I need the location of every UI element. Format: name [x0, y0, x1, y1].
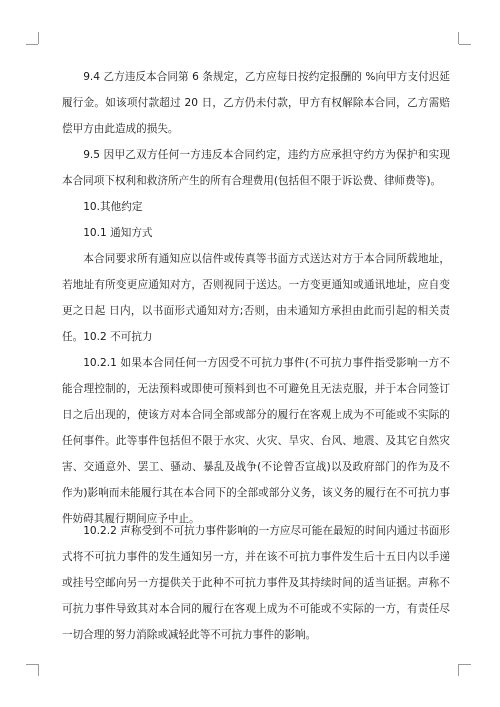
paragraph-10-2-1: 10.2.1 如果本合同任何一方因受不可抗力事件(不可抗力事件指受影响一方不能合理控制的，无法预料或即使可预料到也不可避免且无法克服，并于本合同签订日之后出现的，使该方对本合同全部或部分的履行在客观上成为不可能或不实际的任何事件。此等事件包括但不限于水灾、火灾、旱灾、台风、地震、及其它自然灾害、交通意外、罢工、骚动、暴乱及战争(不论曾否宣战)以及政府部门的作为及不作为)影响而未能履行其在本合同下的全部或部分义务，该义务的履行在不可抗力事件妨碍其履行期间应予中止。 [62, 357, 450, 525]
paragraph-10-2-2: 10.2.2 声称受到不可抗力事件影响的一方应尽可能在最短的时间内通过书面形式将不可抗力事件的发生通知另一方，并在该不可抗力事件发生后十五日内以手递或挂号空邮向另一方提供关于此种不可抗力事件及其持续时间的适当证据。声称不可抗力事件导致其对本合同的履行在客观上成为不可能或不实际的一方，有责任尽一切合理的努力消除或减轻此等不可抗力事件的影响。 [62, 525, 450, 641]
heading-10-2-force-majeure: 10.2 不可抗力 [83, 331, 153, 343]
heading-10-1-notice: 10.1 通知方式 [83, 227, 153, 239]
paragraph-10-1: 本合同要求所有通知应以信件或传真等书面方式送达对方于本合同所载地址，若地址有所变更应通知对方，否则视同于送达。一方变更通知或通讯地址，应自变更之日起 日内，以书面形式通知对方;否则，由未通知方承担由此而引起的相关责任。 [62, 253, 450, 343]
heading-10-other-terms: 10.其他约定 [83, 201, 143, 213]
paragraph-9-5: 9.5 因甲乙双方任何一方违反本合同约定，违约方应承担守约方为保护和实现本合同项下权利和救济所产生的所有合理费用(包括但不限于诉讼费、律师费等)。 [62, 149, 450, 187]
paragraph-9-4: 9.4 乙方违反本合同第 6 条规定，乙方应每日按约定报酬的 %向甲方支付迟延履行金。如该项付款超过 20 日，乙方仍未付款，甲方有权解除本合同，乙方需赔偿甲方由此造成的损失。 [62, 71, 450, 135]
